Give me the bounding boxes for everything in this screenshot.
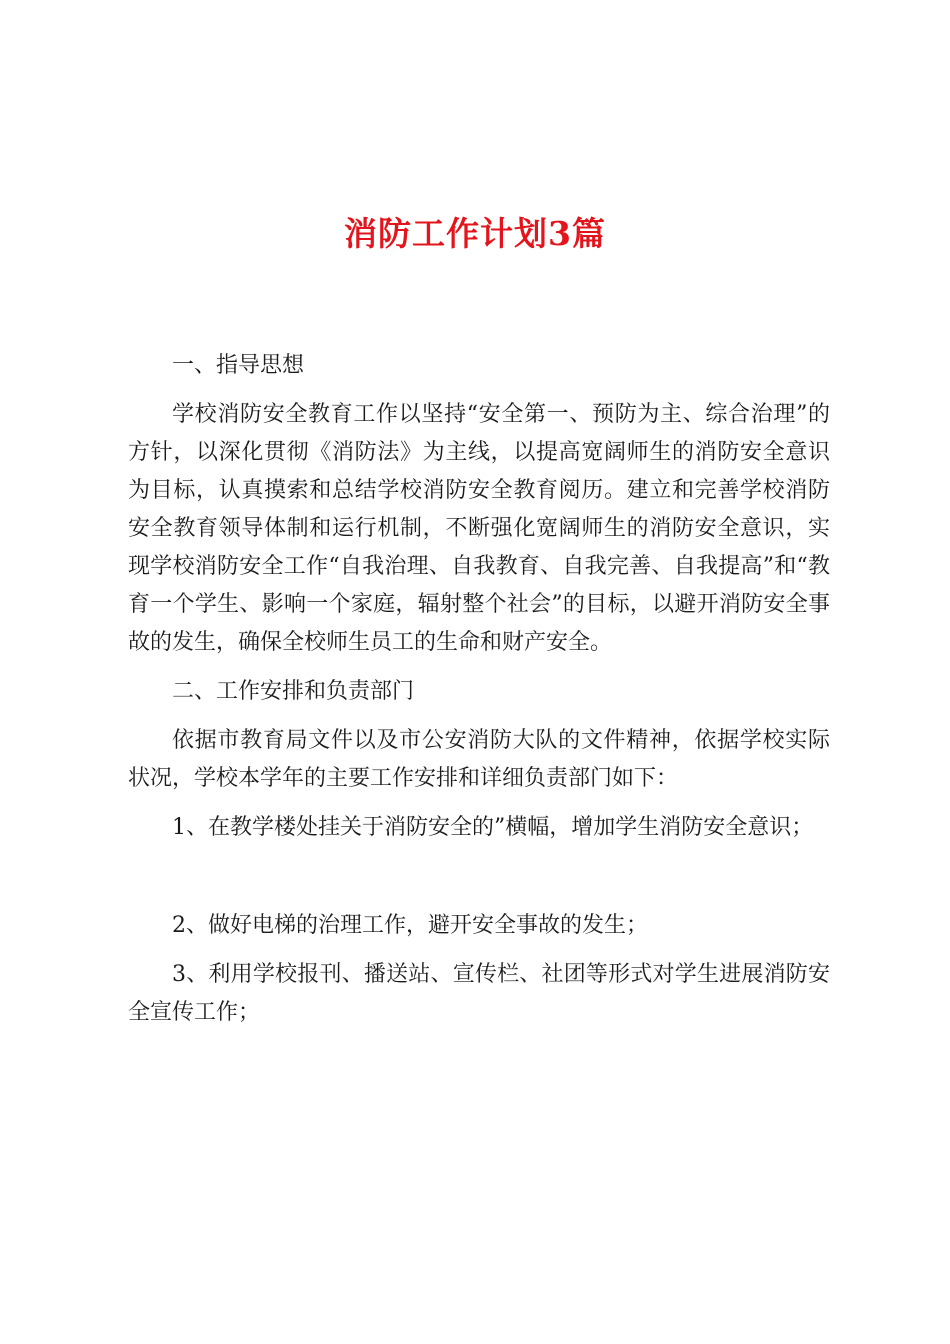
list-item-3: 3、利用学校报刊、播送站、宣传栏、社团等形式对学生进展消防安全宣传工作； (128, 962, 830, 1025)
document-body (128, 347, 830, 1043)
section-heading-guiding-thought: 一、指导思想 (172, 353, 305, 378)
section-heading-work-arrangement: 二、工作安排和负责部门 (172, 679, 415, 704)
paragraph-work-arrangement: 依据市教育局文件以及市公安消防大队的文件精神，依据学校实际状况，学校本学年的主要工作安排和详细负责部门如下： (128, 728, 830, 791)
list-item-1: 1、在教学楼处挂关于消防安全的”横幅，增加学生消防安全意识； (172, 815, 814, 840)
document-title: 消防工作计划3篇 (344, 214, 606, 253)
list-item-2: 2、做好电梯的治理工作，避开安全事故的发生； (172, 913, 648, 938)
paragraph-guiding-thought: 学校消防安全教育工作以坚持“安全第一、预防为主、综合治理”的方针，以深化贯彻《消防法》为主线，以提高宽阔师生的消防安全意识为目标，认真摸索和总结学校消防安全教育阅历。建立和完善学校消防安全教育领导体制和运行机制，不断强化宽阔师生的消防安全意识，实现学校消防安全工作“自我治理、自我教育、自我完善、自我提高”和“教育一个学生、影响一个家庭，辐射整个社会”的目标，以避开消防安全事故的发生，确保全校师生员工的生命和财产安全。 (128, 402, 830, 655)
